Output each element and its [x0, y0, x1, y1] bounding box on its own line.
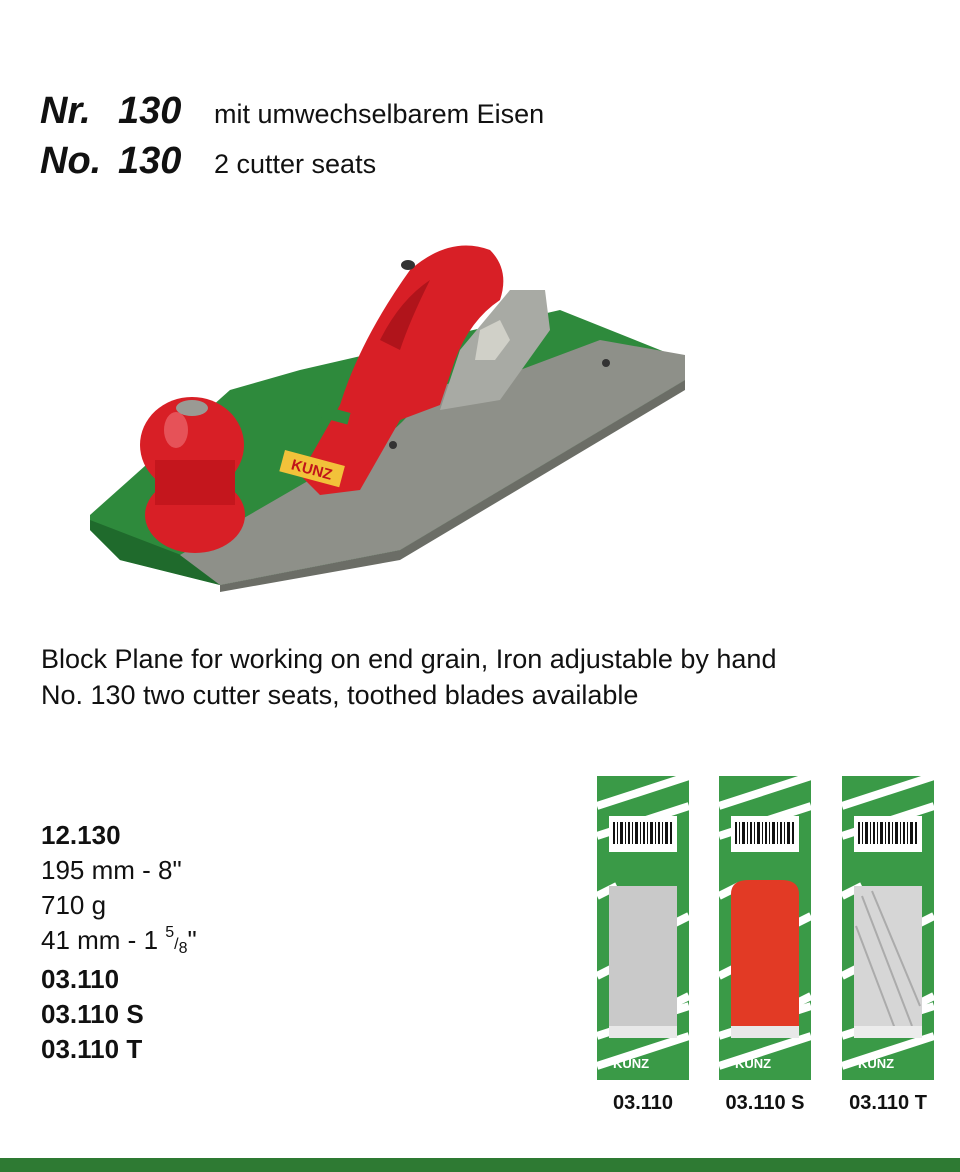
package-label: 03.110 S — [725, 1092, 805, 1114]
package-brand: KUNZ — [612, 1056, 650, 1071]
article-number: 12.130 — [41, 820, 121, 850]
blade-width: 41 mm - 1 5/8" — [41, 924, 197, 957]
blade-package — [842, 776, 934, 1080]
weight: 710 g — [41, 890, 107, 920]
title-prefix: No. — [40, 140, 102, 182]
blade-package — [597, 776, 689, 1080]
block-plane-image — [80, 230, 700, 610]
title-text: mit umwechselbarem Eisen — [214, 99, 545, 129]
title-line-de — [40, 90, 544, 133]
title-prefix: Nr. — [40, 90, 91, 132]
brand-label: KUNZ — [289, 456, 335, 484]
blade-code: 03.110 S — [41, 999, 144, 1029]
blade-code: 03.110 T — [41, 1034, 143, 1064]
description-line-1: Block Plane for working on end grain, Iron adjustable by hand — [41, 644, 777, 674]
package-label: 03.110 T — [849, 1092, 927, 1114]
package-brand: KUNZ — [734, 1056, 772, 1071]
model-number: 130 — [118, 90, 182, 132]
description-line-2: No. 130 two cutter seats, toothed blades available — [41, 680, 639, 710]
footer-bar — [0, 1158, 960, 1172]
package-label: 03.110 — [612, 1092, 674, 1114]
model-number: 130 — [118, 140, 182, 182]
title-line-en — [40, 140, 376, 183]
blade-code: 03.110 — [41, 964, 120, 994]
title-text: 2 cutter seats — [214, 149, 377, 179]
package-brand: KUNZ — [857, 1056, 895, 1071]
length: 195 mm - 8" — [41, 855, 182, 885]
blade-package — [719, 776, 811, 1080]
spec-list — [41, 818, 197, 1067]
